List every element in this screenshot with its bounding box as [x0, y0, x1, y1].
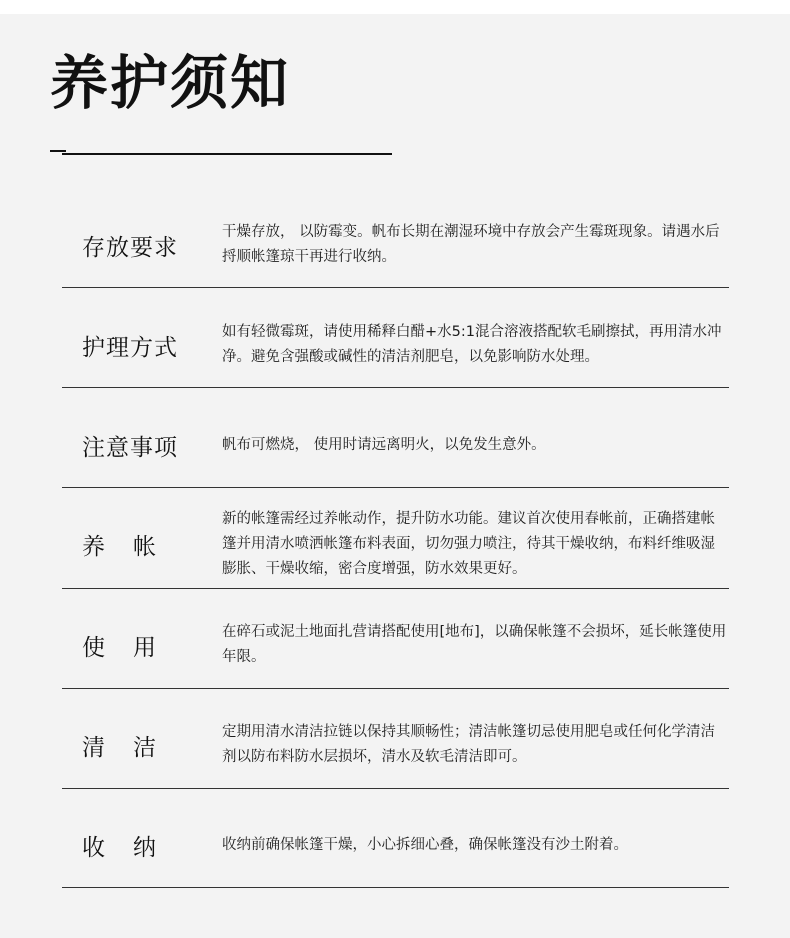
section-divider — [62, 788, 729, 789]
section-label: 养帐 — [82, 533, 184, 560]
section-cleaning — [62, 704, 729, 786]
section-label: 使用 — [82, 634, 184, 661]
section-text: 在碎石或泥土地面扎营请搭配使用[地布]，以确保帐篷不会损坏，延长帐篷使用年限。 — [222, 624, 727, 665]
page-title: 养护须知 — [50, 49, 291, 117]
section-usage — [62, 604, 729, 686]
section-storage — [62, 204, 729, 286]
section-divider — [62, 588, 729, 589]
section-text: 帆布可燃烧， 使用时请远离明火，以免发生意外。 — [222, 436, 546, 453]
section-label: 清洁 — [82, 734, 184, 761]
section-divider — [62, 887, 729, 888]
section-divider — [62, 487, 729, 488]
section-divider — [62, 287, 729, 288]
section-storage-packing — [62, 804, 729, 886]
section-text: 如有轻微霉斑，请使用稀释白醋+水5:1混合溶液搭配软毛刷擦拭，再用清水冲净。避免含强酸或碱性的清洁剂肥皂，以免影响防水处理。 — [222, 324, 722, 365]
title-underline — [62, 153, 392, 155]
section-label: 收纳 — [82, 834, 184, 861]
section-seasoning — [62, 500, 729, 588]
section-text: 收纳前确保帐篷干燥，小心拆细心叠，确保帐篷没有沙土附着。 — [222, 836, 628, 853]
section-divider — [62, 387, 729, 388]
section-label: 存放要求 — [82, 234, 178, 261]
section-notes — [62, 404, 729, 486]
section-label: 注意事项 — [82, 434, 178, 461]
title-underline-short — [50, 150, 66, 152]
section-label: 护理方式 — [82, 334, 178, 361]
section-text: 新的帐篷需经过养帐动作，提升防水功能。建议首次使用春帐前，正确搭建帐篷并用清水喷洒帐篷布料表面，切勿强力喷注，待其干燥收纳，布料纤维吸湿膨胀、干燥收缩，密合度增强，防水效果更好。 — [222, 510, 715, 577]
section-care-method — [62, 304, 729, 386]
care-instructions-page — [0, 14, 790, 938]
section-divider — [62, 688, 729, 689]
section-text: 定期用清水清洁拉链以保持其顺畅性；清洁帐篷切忌使用肥皂或任何化学清洁剂以防布料防水层损坏，清水及软毛清洁即可。 — [222, 724, 715, 765]
section-text: 干燥存放， 以防霉变。帆布长期在潮湿环境中存放会产生霉斑现象。请遇水后捋顺帐篷琼干再进行收纳。 — [222, 224, 720, 265]
